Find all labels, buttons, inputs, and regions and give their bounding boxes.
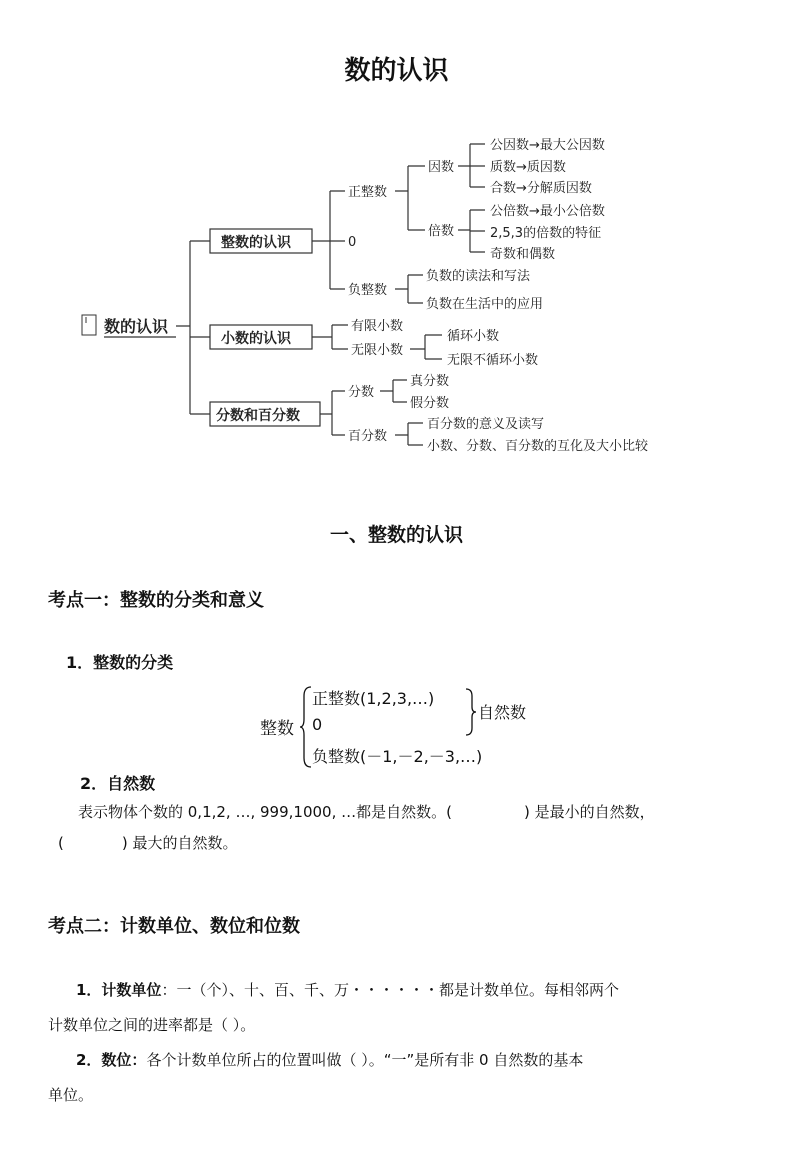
branch-decimal: 小数的认识 — [221, 331, 291, 347]
zero-node: 0 — [348, 235, 357, 250]
negative-int: 负整数 — [348, 283, 388, 298]
classify-natural: 自然数 — [478, 703, 527, 722]
negative-item: 负数的读法和写法 — [426, 269, 531, 284]
digit-place-cont: 单位。 — [48, 1086, 94, 1104]
percent-node: 百分数 — [348, 429, 388, 444]
fraction-node: 分数 — [348, 385, 375, 400]
right-brace — [465, 688, 477, 736]
kp2-heading: 考点二：计数单位、数位和位数 — [48, 916, 300, 937]
fraction-item: 假分数 — [410, 396, 450, 411]
infinite-decimal: 无限小数 — [351, 343, 404, 358]
multiple-item: 奇数和偶数 — [490, 247, 556, 262]
root-label: 数的认识 — [104, 317, 169, 336]
natural-text-line2: ( ) 最大的自然数。 — [58, 834, 238, 852]
page-title: 数的认识 — [344, 56, 449, 86]
classify-negative: 负整数(－1,－2,－3,…) — [312, 747, 483, 766]
percent-item: 百分数的意义及读写 — [427, 417, 545, 432]
branch-integer: 整数的认识 — [221, 235, 291, 251]
section-heading: 一、整数的认识 — [329, 524, 463, 546]
classify-positive: 正整数(1,2,3,…) — [312, 689, 435, 708]
negative-item: 负数在生活中的应用 — [426, 297, 544, 312]
finite-decimal: 有限小数 — [351, 319, 404, 334]
multiple-node: 倍数 — [428, 224, 455, 239]
kp1-heading: 考点一：整数的分类和意义 — [48, 590, 264, 611]
factor-item: 合数→分解质因数 — [490, 181, 592, 196]
left-brace — [300, 686, 312, 768]
infinite-item: 循环小数 — [447, 329, 500, 344]
infinite-item: 无限不循环小数 — [447, 353, 539, 368]
digit-place-para: 2．数位：各个计数单位所占的位置叫做（ ）。“一”是所有非 0 自然数的基本 — [76, 1051, 584, 1069]
kp1-item1: 1．整数的分类 — [66, 653, 174, 672]
kp1-item2: 2．自然数 — [80, 774, 156, 793]
fraction-item: 真分数 — [410, 374, 450, 389]
branch-fraction: 分数和百分数 — [216, 408, 300, 424]
factor-item: 质数→质因数 — [490, 160, 566, 175]
factor-item: 公因数→最大公因数 — [490, 138, 605, 153]
classify-whole: 整数 — [260, 719, 294, 739]
classify-zero: 0 — [312, 715, 323, 734]
natural-text-line1: 表示物体个数的 0,1,2, …, 999,1000, …都是自然数。( ) 是最小的自然数， — [78, 803, 655, 821]
multiple-item: 公倍数→最小公倍数 — [490, 204, 605, 219]
counting-unit-cont: 计数单位之间的进率都是（ ）。 — [48, 1016, 256, 1034]
multiple-item: 2,5,3的倍数的特征 — [490, 226, 602, 241]
book-icon — [82, 315, 96, 335]
positive-int: 正整数 — [348, 185, 388, 200]
percent-item: 小数、分数、百分数的互化及大小比较 — [427, 439, 649, 454]
counting-unit-para: 1．计数单位：一（个）、十、百、千、万・・・・・・都是计数单位。每相邻两个 — [76, 981, 619, 999]
factor-node: 因数 — [428, 160, 455, 175]
knowledge-mindmap — [60, 125, 700, 465]
